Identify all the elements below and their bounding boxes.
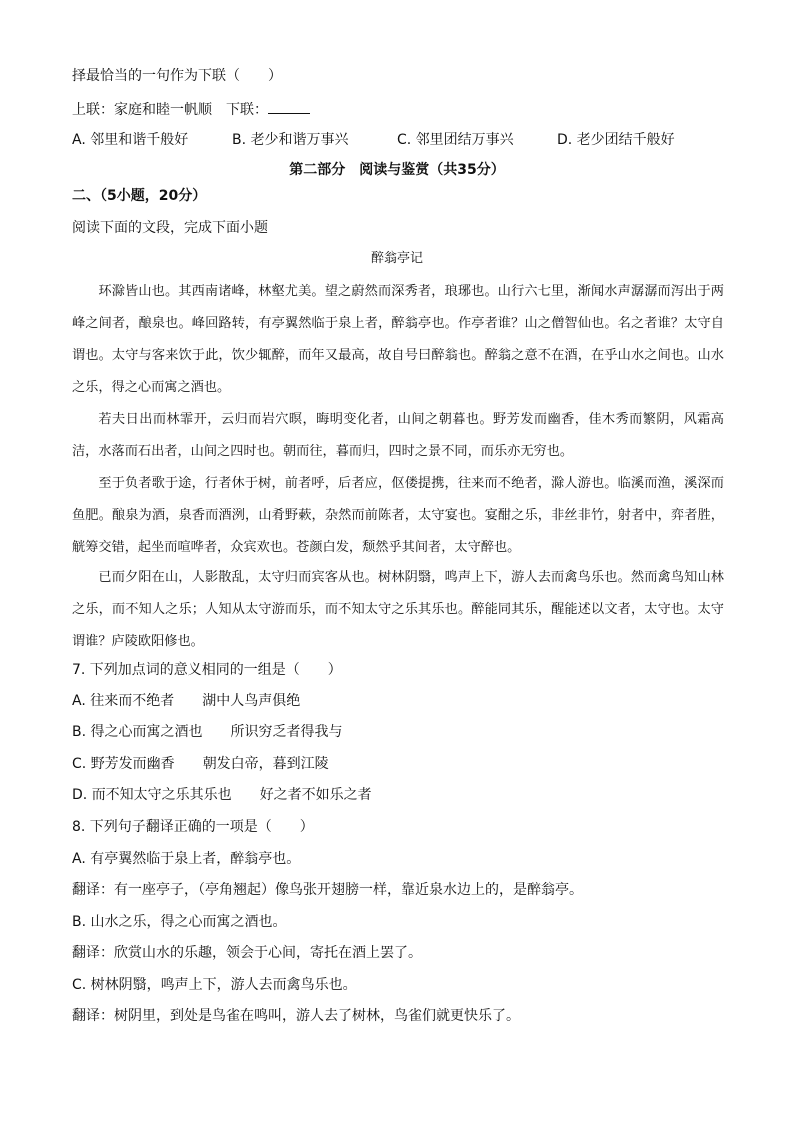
q7-stem: 7. 下列加点词的意义相同的一组是（ ）	[72, 662, 342, 678]
option-label: B.	[72, 724, 87, 740]
q8-translation-b: 翻译：欣赏山水的乐趣，领会于心间，寄托在酒上罢了。	[72, 945, 422, 961]
q6-stem: 择最恰当的一句作为下联（ ）	[72, 68, 282, 84]
passage-paragraph-3: 至于负者歌于途，行者休于树，前者呼，后者应，伛偻提携，往来而不绝者，滁人游也。临溪而渔，溪深而鱼肥。酿泉为酒，泉香而酒洌，山肴野蔌，杂然而前陈者，太守宴也。宴酣之乐，非丝非竹，射者中，弈者胜，觥筹交错，起坐而喧哗者，众宾欢也。苍颜白发，颓然乎其间者，太守醉也。	[72, 476, 724, 555]
option-label: A.	[72, 693, 86, 709]
q6-option-d[interactable]: D. 老少团结千般好	[557, 132, 675, 148]
option-left: 往来而不绝者	[90, 693, 175, 709]
q6-option-c[interactable]: C. 邻里团结万事兴	[397, 132, 514, 148]
option-right: 所识穷乏者得我与	[230, 724, 343, 740]
q6-couplet	[72, 99, 310, 120]
option-label: C.	[72, 756, 87, 772]
passage-body-2	[72, 404, 724, 468]
q8-translation-c: 翻译：树阴里，到处是鸟雀在鸣叫，游人去了树林，鸟雀们就更快乐了。	[72, 1008, 520, 1024]
passage-body-4	[72, 562, 724, 658]
q7-option-a[interactable]	[72, 691, 300, 711]
option-right: 朝发白帝，暮到江陵	[202, 756, 329, 772]
option-left: 野芳发而幽香	[90, 756, 175, 772]
option-right: 湖中人鸟声俱绝	[202, 693, 301, 709]
passage-paragraph-1: 环滁皆山也。其西南诸峰，林壑尤美。望之蔚然而深秀者，琅琊也。山行六七里，渐闻水声潺潺而泻出于两峰之间者，酿泉也。峰回路转，有亭翼然临于泉上者，醉翁亭也。作亭者谁？山之僧智仙也。名之者谁？太守自谓也。太守与客来饮于此，饮少辄醉，而年又最高，故自号曰醉翁也。醉翁之意不在酒，在乎山水之间也。山水之乐，得之心而寓之酒也。	[72, 284, 724, 395]
option-right: 好之者不如乐之者	[259, 787, 372, 803]
option-label: D.	[72, 787, 88, 803]
passage-title: 醉翁亭记	[370, 251, 423, 266]
q8-stem: 8. 下列句子翻译正确的一项是（ ）	[72, 819, 314, 835]
q7-option-c[interactable]	[72, 754, 329, 774]
q8-option-b[interactable]: B. 山水之乐，得之心而寓之酒也。	[72, 914, 287, 930]
passage-body	[72, 276, 724, 404]
section2-instruction: 阅读下面的文段，完成下面小题	[72, 220, 268, 236]
couplet-text: 上联：家庭和睦一帆顺 下联：	[72, 102, 268, 118]
passage-paragraph-4: 已而夕阳在山，人影散乱，太守归而宾客从也。树林阴翳，鸣声上下，游人去而禽鸟乐也。然而禽鸟知山林之乐，而不知人之乐；人知从太守游而乐，而不知太守之乐其乐也。醉能同其乐，醒能述以文者，太守也。太守谓谁？庐陵欧阳修也。	[72, 570, 724, 649]
answer-blank	[268, 99, 310, 114]
passage-paragraph-2: 若夫日出而林霏开，云归而岩穴暝，晦明变化者，山间之朝暮也。野芳发而幽香，佳木秀而繁阴，风霜高洁，水落而石出者，山间之四时也。朝而往，暮而归，四时之景不同，而乐亦无穷也。	[72, 412, 724, 459]
q8-option-a[interactable]: A. 有亭翼然临于泉上者，醉翁亭也。	[72, 851, 301, 867]
part2-title: 第二部分 阅读与鉴赏（共35分）	[289, 162, 505, 178]
q6-option-a[interactable]: A. 邻里和谐千般好	[72, 132, 189, 148]
passage-body-3	[72, 468, 724, 564]
q7-option-d[interactable]	[72, 785, 372, 805]
option-left: 得之心而寓之酒也	[90, 724, 203, 740]
q6-option-b[interactable]: B. 老少和谐万事兴	[232, 132, 349, 148]
section2-heading: 二、（5小题，20分）	[72, 188, 207, 204]
option-left: 而不知太守之乐其乐也	[91, 787, 232, 803]
q7-option-b[interactable]	[72, 722, 343, 742]
q8-translation-a: 翻译：有一座亭子，（亭角翘起）像鸟张开翅膀一样，靠近泉水边上的，是醉翁亭。	[72, 882, 583, 898]
q8-option-c[interactable]: C. 树林阴翳，鸣声上下，游人去而禽鸟乐也。	[72, 977, 357, 993]
